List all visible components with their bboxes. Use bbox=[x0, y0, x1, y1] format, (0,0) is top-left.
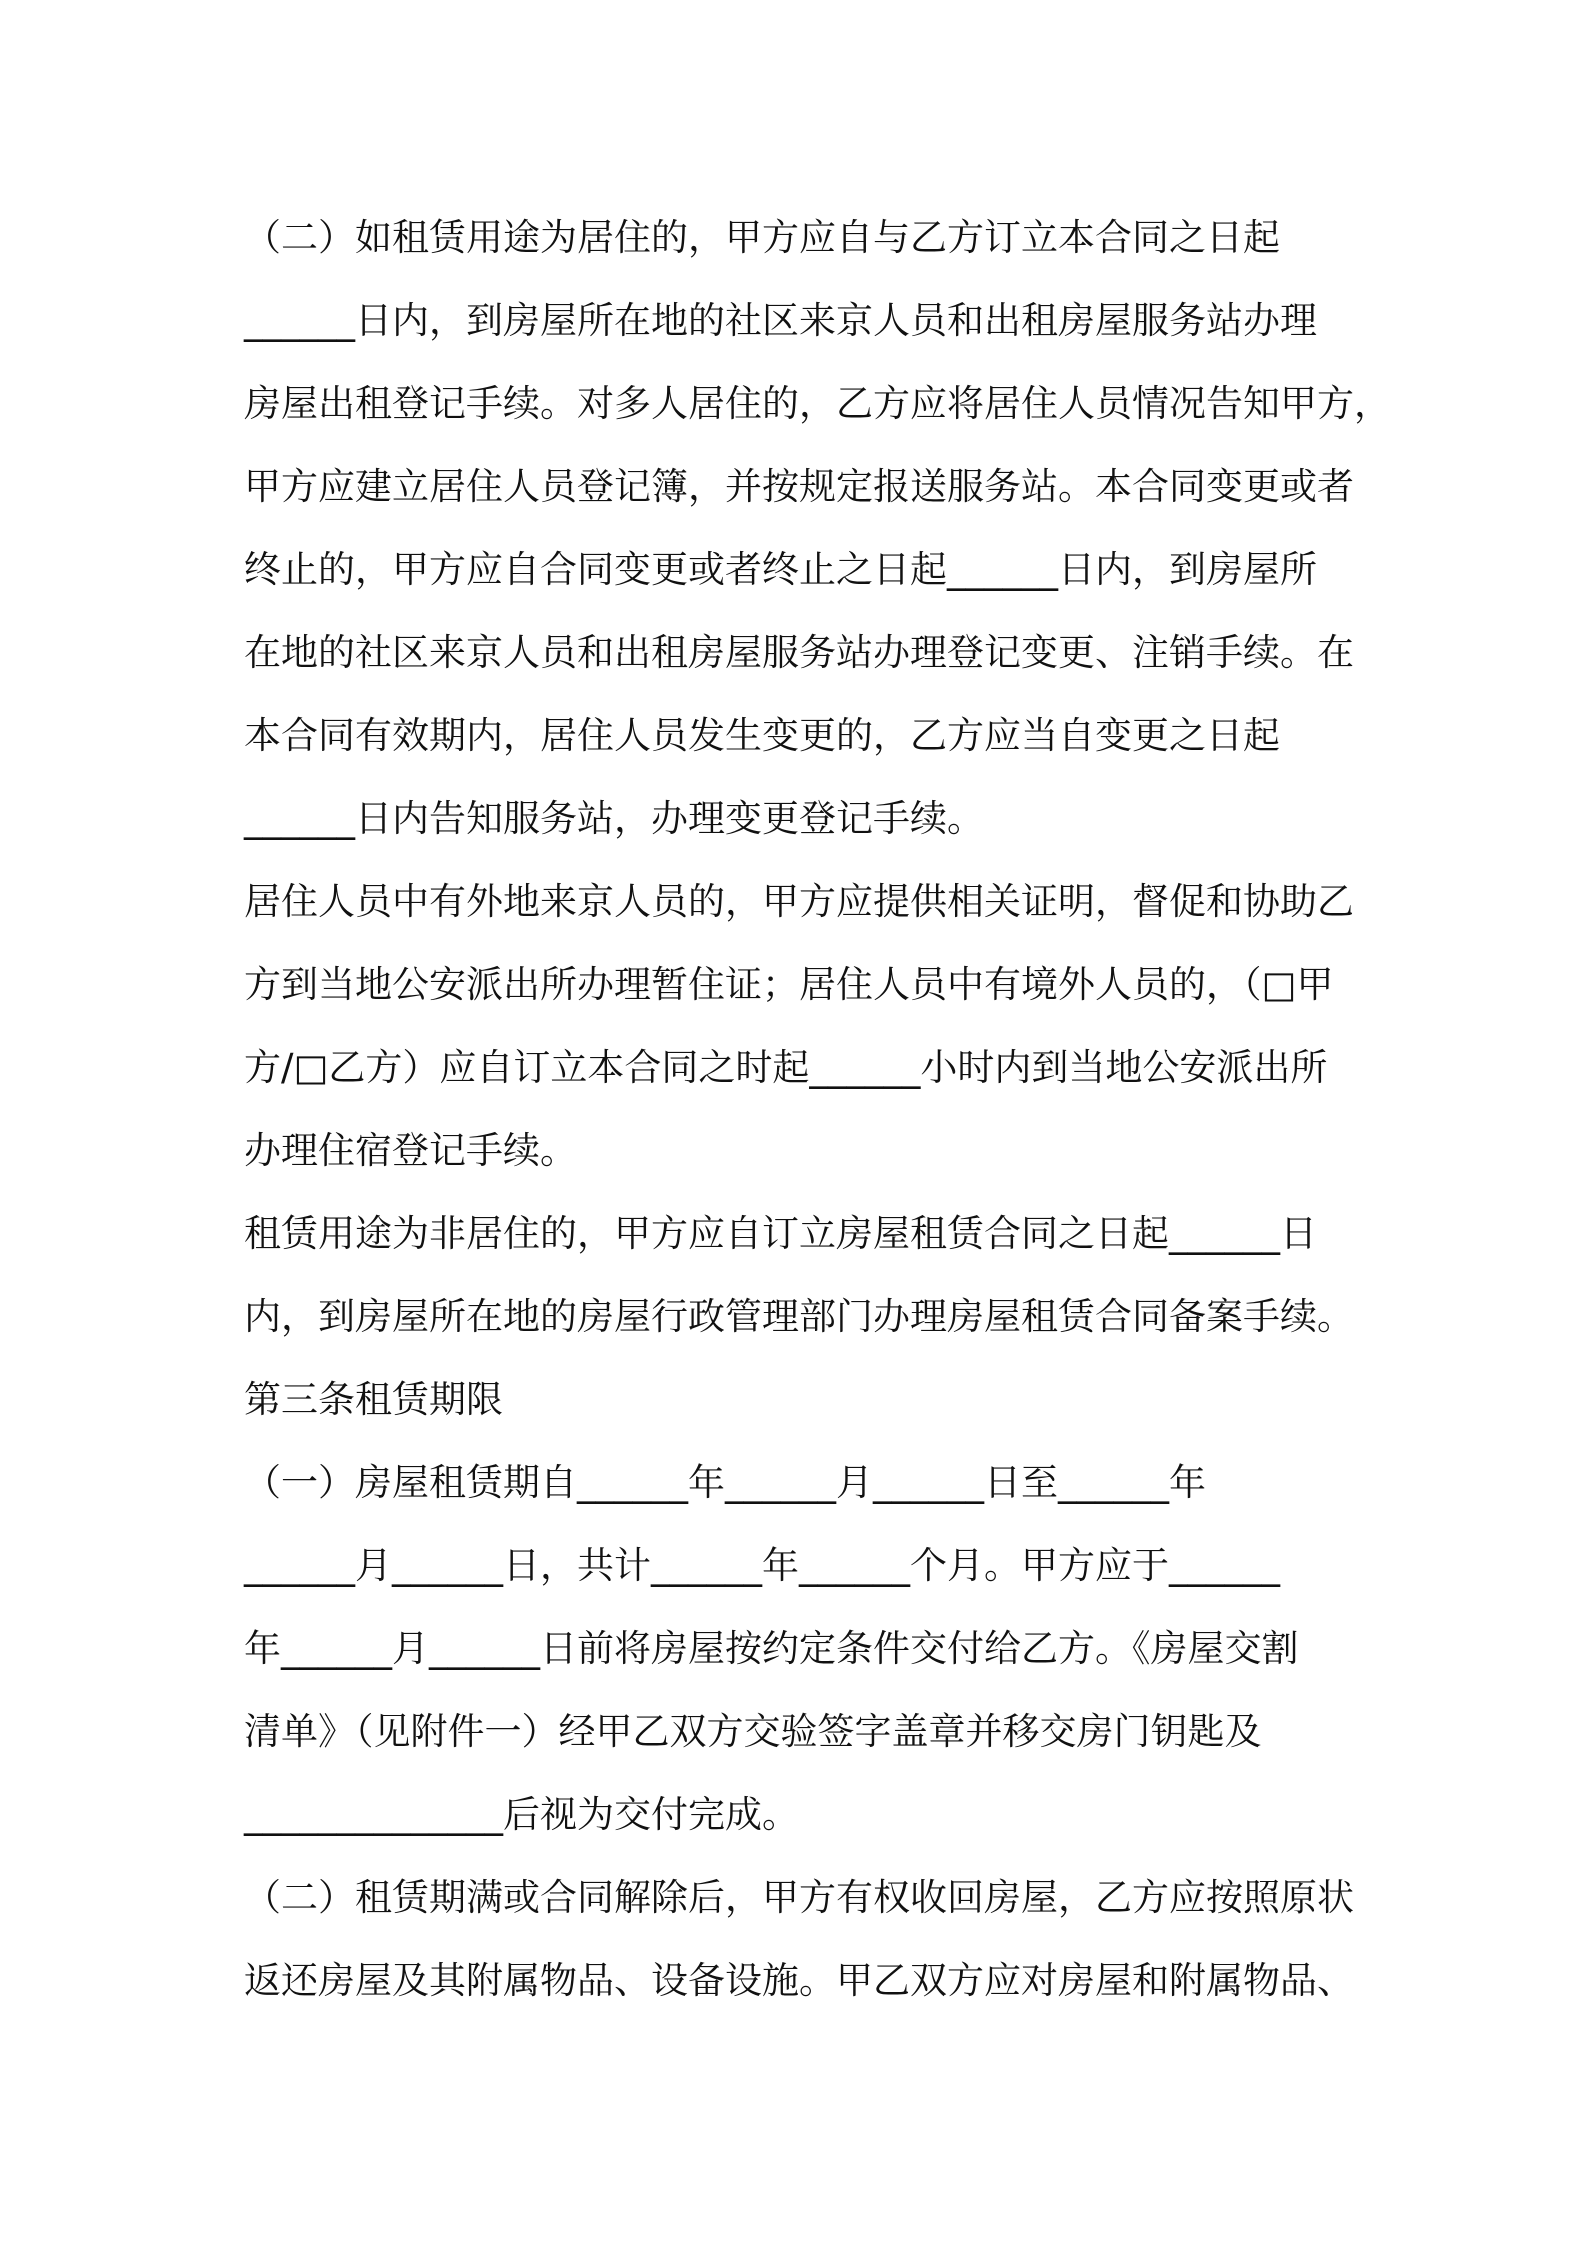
text-line: 甲方应建立居住人员登记簿，并按规定报送服务站。本合同变更或者 bbox=[244, 465, 1354, 508]
text-line: 租赁用途为非居住的，甲方应自订立房屋租赁合同之日起______日 bbox=[244, 1212, 1317, 1255]
contract-text bbox=[244, 196, 1391, 2022]
text-line: 居住人员中有外地来京人员的，甲方应提供相关证明，督促和协助乙 bbox=[244, 880, 1354, 923]
text-line: （一）房屋租赁期自______年______月______日至______年 bbox=[244, 1461, 1206, 1504]
text-line: ______月______日，共计______年______个月。甲方应于______ bbox=[244, 1544, 1280, 1587]
text-line: 在地的社区来京人员和出租房屋服务站办理登记变更、注销手续。在 bbox=[244, 631, 1354, 674]
text-line: 办理住宿登记手续。 bbox=[244, 1129, 577, 1172]
text-line: 年______月______日前将房屋按约定条件交付给乙方。《房屋交割 bbox=[244, 1627, 1299, 1670]
text-line: ______日内告知服务站，办理变更登记手续。 bbox=[244, 797, 984, 840]
text-line: （二）租赁期满或合同解除后，甲方有权收回房屋，乙方应按照原状 bbox=[244, 1876, 1354, 1919]
text-line: ______________后视为交付完成。 bbox=[244, 1793, 799, 1836]
section-heading: 第三条租赁期限 bbox=[244, 1378, 503, 1421]
text-line: 内，到房屋所在地的房屋行政管理部门办理房屋租赁合同备案手续。 bbox=[244, 1295, 1354, 1338]
text-line: 终止的，甲方应自合同变更或者终止之日起______日内，到房屋所 bbox=[244, 548, 1317, 591]
text-line: 方到当地公安派出所办理暂住证；居住人员中有境外人员的，（□甲 bbox=[244, 963, 1334, 1006]
text-line: 方/□乙方）应自订立本合同之时起______小时内到当地公安派出所 bbox=[244, 1046, 1328, 1089]
text-line: ______日内，到房屋所在地的社区来京人员和出租房屋服务站办理 bbox=[244, 299, 1317, 342]
text-line: 房屋出租登记手续。对多人居住的，乙方应将居住人员情况告知甲方， bbox=[244, 382, 1391, 425]
text-line: （二）如租赁用途为居住的，甲方应自与乙方订立本合同之日起 bbox=[244, 216, 1280, 259]
text-line: 本合同有效期内，居住人员发生变更的，乙方应当自变更之日起 bbox=[244, 714, 1280, 757]
text-line: 清单》（见附件一）经甲乙双方交验签字盖章并移交房门钥匙及 bbox=[244, 1710, 1262, 1753]
text-line: 返还房屋及其附属物品、设备设施。甲乙双方应对房屋和附属物品、 bbox=[244, 1959, 1354, 2002]
